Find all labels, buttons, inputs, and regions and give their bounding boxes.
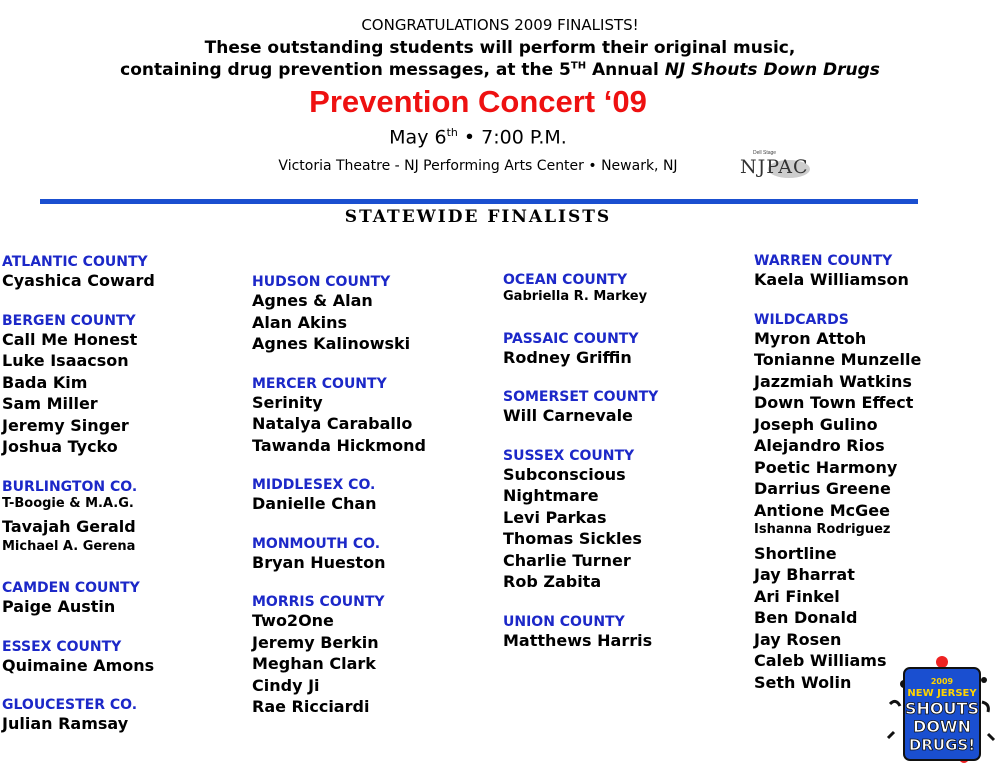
county-heading: SUSSEX COUNTY (503, 447, 635, 464)
county-heading: BURLINGTON CO. (2, 478, 138, 495)
finalist-name: Subconscious (503, 464, 626, 484)
annual-line-sup: TH (570, 60, 587, 72)
finalist-name: Quimaine Amons (2, 655, 155, 675)
finalist-name: Will Carnevale (503, 406, 633, 425)
finalist-name: Call Me Honest (2, 329, 138, 349)
date-b: • 7:00 P.M. (457, 126, 567, 149)
date-line (0, 126, 956, 148)
finalist-name: Bryan Hueston (252, 552, 386, 572)
finalist-name: Julian Ramsay (2, 714, 129, 733)
concert-title: Prevention Concert ‘09 (309, 84, 647, 119)
finalist-name: Darrius Greene (754, 479, 891, 498)
logo-small-text: Dell Stage (753, 150, 777, 156)
finalist-name: Ben Donald (754, 608, 858, 627)
finalist-name: Seth Wolin (754, 672, 852, 692)
finalist-name: Alan Akins (252, 312, 348, 332)
finalist-name: Joseph Gulino (754, 414, 878, 434)
finalist-name: Serinity (252, 392, 323, 412)
county-heading: MERCER COUNTY (252, 375, 387, 392)
finalist-name: Levi Parkas (503, 507, 607, 527)
finalist-name: Caleb Williams (754, 651, 887, 670)
finalist-name: Tavajah Gerald (2, 517, 136, 536)
county-heading: ATLANTIC COUNTY (2, 254, 148, 270)
njpac-logo (738, 150, 818, 182)
county-heading: ESSEX COUNTY (2, 638, 122, 655)
venue-line: Victoria Theatre - NJ Performing Arts Center • Newark, NJ (278, 158, 678, 174)
finalist-name: Jazzmiah Watkins (754, 371, 912, 391)
finalist-name: Jay Rosen (754, 629, 842, 649)
county-heading: BERGEN COUNTY (2, 312, 136, 329)
county-heading: MORRIS COUNTY (252, 594, 385, 610)
section-title: STATEWIDE FINALISTS (344, 207, 612, 227)
county-heading: MIDDLESEX CO. (252, 477, 376, 493)
shouts-down-drugs-badge (886, 654, 996, 766)
finalist-name: Jeremy Singer (2, 415, 129, 435)
congratulations-line: CONGRATULATIONS 2009 FINALISTS! (361, 16, 639, 34)
finalist-name: T-Boogie & M.A.G. (2, 495, 134, 511)
badge-line-2: SHOUTS (905, 699, 979, 718)
finalist-name: Tawanda Hickmond (252, 435, 426, 455)
date-sup: th (446, 126, 458, 139)
event-name: NJ Shouts Down Drugs (664, 60, 880, 80)
badge-year: 2009 (930, 677, 954, 686)
finalist-name: Poetic Harmony (754, 457, 898, 477)
finalist-name: Joshua Tycko (2, 437, 118, 456)
annual-line-b: Annual (586, 60, 665, 80)
finalist-name: Ari Finkel (754, 586, 840, 606)
finalist-name: Alejandro Rios (754, 436, 885, 455)
badge-line-4: DRUGS! (908, 736, 976, 754)
finalist-name: Down Town Effect (754, 393, 914, 412)
finalist-name: Cyashica Coward (2, 271, 155, 290)
finalist-name: Tonianne Munzelle (754, 350, 922, 369)
finalist-name: Gabriella R. Markey (503, 289, 648, 304)
finalist-name: Luke Isaacson (2, 351, 129, 370)
finalist-name: Rae Ricciardi (252, 697, 370, 716)
county-heading: WILDCARDS (754, 311, 849, 328)
annual-line-a: containing drug prevention messages, at the 5 (120, 60, 571, 80)
date-a: May 6 (389, 126, 447, 149)
badge-line-1: NEW JERSEY (907, 688, 977, 699)
intro-line: These outstanding students will perform their original music, (204, 38, 796, 58)
finalist-name: Jay Bharrat (754, 565, 855, 584)
finalist-name: Rodney Griffin (503, 347, 632, 367)
finalist-name: Rob Zabita (503, 572, 602, 591)
badge-line-3: DOWN (913, 717, 971, 736)
county-heading: MONMOUTH CO. (252, 535, 381, 552)
finalist-name: Jeremy Berkin (252, 632, 379, 652)
finalist-name: Bada Kim (2, 372, 88, 392)
finalist-name: Kaela Williamson (754, 270, 909, 289)
finalist-name: Meghan Clark (252, 654, 376, 673)
county-heading: GLOUCESTER CO. (2, 697, 138, 713)
county-heading: SOMERSET COUNTY (503, 389, 659, 405)
logo-name: NJPAC (740, 156, 809, 178)
finalist-name: Two2One (252, 611, 334, 630)
county-heading: OCEAN COUNTY (503, 272, 628, 288)
finalist-name: Cindy Ji (252, 675, 320, 695)
finalist-name: Paige Austin (2, 597, 116, 616)
finalist-name: Thomas Sickles (503, 529, 642, 548)
county-heading: PASSAIC COUNTY (503, 330, 639, 347)
finalist-name: Natalya Caraballo (252, 414, 413, 433)
finalist-name: Sam Miller (2, 394, 98, 413)
annual-line (0, 60, 1000, 80)
finalist-name: Danielle Chan (252, 494, 377, 513)
county-heading: HUDSON COUNTY (252, 274, 391, 290)
finalist-name: Charlie Turner (503, 550, 631, 570)
finalist-name: Antione McGee (754, 500, 890, 520)
finalist-name: Agnes Kalinowski (252, 334, 411, 353)
county-heading: UNION COUNTY (503, 613, 625, 630)
county-heading: CAMDEN COUNTY (2, 580, 140, 596)
divider-rule (40, 199, 918, 204)
finalist-name: Shortline (754, 543, 837, 563)
finalist-name: Nightmare (503, 486, 599, 505)
finalist-name: Ishanna Rodriguez (754, 522, 891, 537)
finalist-name: Matthews Harris (503, 630, 653, 650)
finalist-name: Myron Attoh (754, 328, 867, 348)
finalist-name: Agnes & Alan (252, 291, 373, 310)
county-heading: WARREN COUNTY (754, 253, 893, 269)
finalist-name: Michael A. Gerena (2, 538, 136, 554)
